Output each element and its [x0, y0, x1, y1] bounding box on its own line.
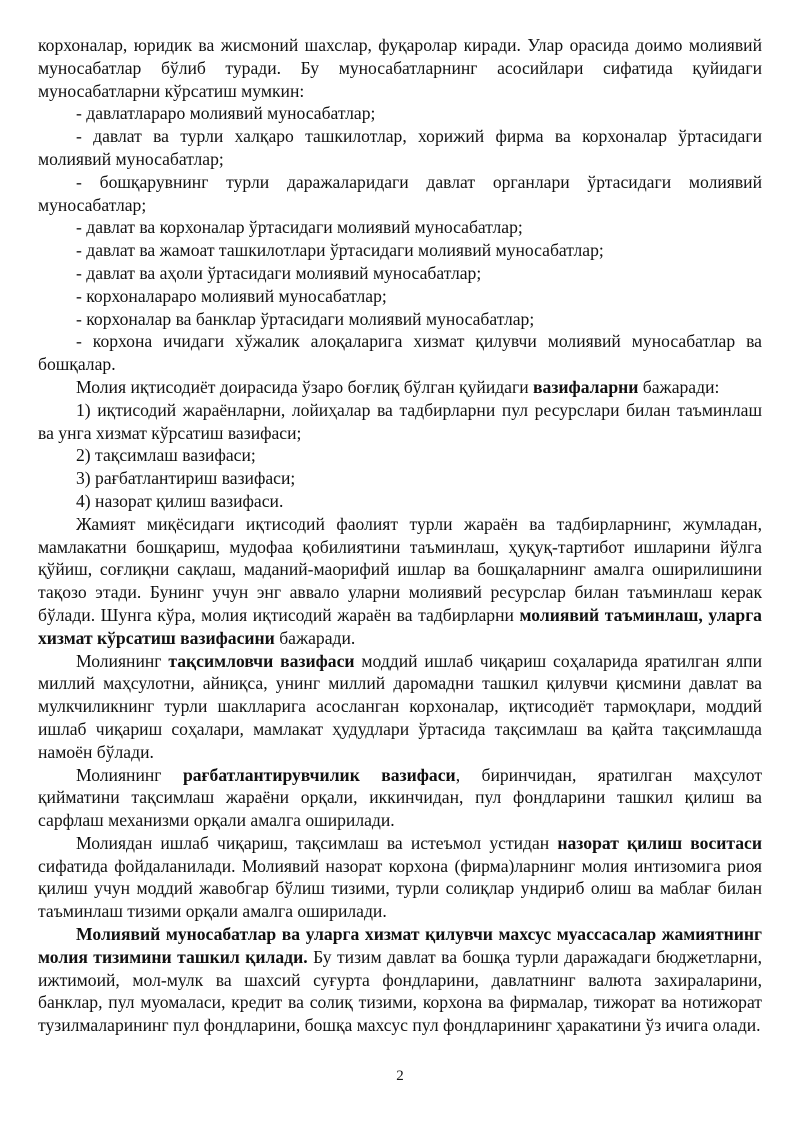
text-run: , биринчидан, яратилган маҳсулот қийматини тақсимлаш жараёни орқали, иккинчидан, пул фондларини ташкил қилиш ва сарфлаш механизми орқали амалга оширилади. [38, 764, 763, 831]
paragraph [38, 923, 762, 1037]
document-body [38, 34, 762, 1037]
bold-term: назорат қилиш воситаси [557, 832, 762, 853]
paragraph [38, 467, 762, 490]
paragraph [38, 330, 762, 376]
text-run: сифатида фойдаланилади. Молиявий назорат корхона (фирма)ларнинг молия интизомига риоя қилиш учун моддий жавобгар бўлиш тизими, турли солиқлар ундириб олиш ва маблағ билан таъминлаш тизими орқали амалга оширилади. [38, 855, 762, 922]
text-run: - бошқарувнинг турли даражаларидаги давлат органлари ўртасидаги молиявий муносабатлар; [38, 171, 762, 215]
page-number: 2 [396, 1068, 404, 1084]
text-run: бажаради: [638, 376, 720, 397]
paragraph [38, 444, 762, 467]
bold-term: вазифаларни [533, 376, 639, 397]
text-run: Жамият миқёсидаги иқтисодий фаолият турли жараён ва тадбирларнинг, жумладан, мамлакатни бошқариш, мудофаа қобилиятини таъминлаш, ҳуқуқ-тартибот ишларини йўлга қўйиш, соғлиқни сақлаш, маданий-маорифий ишлар ва бошқаларнинг амалга оширилишини тақозо этади. Бунинг учун энг аввало уларни молиявий ресурслар билан таъминлаш керак бўлади. Шунга кўра, молия иқтисодий жараён ва тадбирларни [38, 513, 762, 625]
paragraph [38, 102, 762, 125]
paragraph [38, 832, 762, 923]
paragraph [38, 650, 762, 764]
text-run: Молия иқтисодиёт доирасида ўзаро боғлиқ бўлган қуйидаги [76, 376, 534, 397]
paragraph [38, 239, 762, 262]
text-run: - давлат ва корхоналар ўртасидаги молиявий муносабатлар; [76, 217, 523, 238]
paragraph [38, 216, 762, 239]
text-run: 1) иқтисодий жараёнларни, лойиҳалар ва тадбирларни пул ресурслари билан таъминлаш ва унга хизмат кўрсатиш вазифаси; [38, 399, 762, 443]
text-run: 4) назорат қилиш вазифаси. [76, 490, 284, 511]
text-run: - корхоналараро молиявий муносабатлар; [76, 285, 387, 306]
paragraph [38, 262, 762, 285]
text-run: моддий ишлаб чиқариш соҳаларида яратилган ялпи миллий маҳсулотни, айниқса, унинг миллий даромадни ташкил қилувчи қисмини давлат ва мулкчиликнинг турли шаклларига асосланган корхоналар, иқтисодиёт тармоқлари, моддий ишлаб чиқариш соҳалари, мамлакат ҳудудлари ўртасида тақсимлаш ва қайта тақсимлашда намоён бўлади. [38, 650, 762, 762]
text-run: Молиянинг [76, 650, 169, 671]
bold-term: молиявий таъминлаш, уларга хизмат кўрсатиш вазифасини [38, 604, 762, 648]
text-run: корхоналар, юридик ва жисмоний шахслар, фуқаролар киради. Улар орасида доимо молиявий муносабатлар бўлиб туради. Бу муносабатларнинг асосийлари сифатида қуйидаги муносабатларни кўрсатиш мумкин: [38, 35, 762, 101]
paragraph [38, 513, 762, 650]
text-run: Молиядан ишлаб чиқариш, тақсимлаш ва истеъмол устидан [76, 832, 558, 853]
text-run: Бу тизим давлат ва бошқа турли даражадаги бюджетларни, ижтимоий, мол-мулк ва шахсий суғурта фондларини, давлатнинг валюта захираларини, банклар, пул муомаласи, кредит ва солиқ тизими, корхона ва фирмалар, тижорат ва нотижорат тузилмаларининг пул фондларини, бошқа махсус пул фондларининг ҳаракатини ўз ичига олади. [38, 946, 763, 1036]
paragraph [38, 34, 762, 102]
text-run: 2) тақсимлаш вазифаси; [76, 445, 256, 466]
text-run: бажаради. [274, 627, 356, 648]
bold-term: Молиявий муносабатлар ва уларга хизмат қилувчи махсус муассасалар жамиятнинг молия тизимини ташкил қилади. [38, 924, 762, 967]
text-run: - давлат ва турли халқаро ташкилотлар, хорижий фирма ва корхоналар ўртасидаги молиявий муносабатлар; [38, 126, 762, 169]
text-run: - давлат ва жамоат ташкилотлари ўртасидаги молиявий муносабатлар; [76, 240, 604, 261]
text-run: 3) рағбатлантириш вазифаси; [76, 468, 296, 489]
paragraph [38, 376, 762, 399]
paragraph [38, 308, 762, 331]
text-run: - корхона ичидаги хўжалик алоқаларига хизмат қилувчи молиявий муносабатлар ва бошқалар. [38, 331, 762, 375]
paragraph [38, 764, 762, 832]
paragraph [38, 171, 762, 217]
paragraph [38, 490, 762, 513]
paragraph [38, 399, 762, 445]
text-run: - корхоналар ва банклар ўртасидаги молиявий муносабатлар; [76, 308, 535, 329]
paragraph [38, 125, 762, 171]
text-run: Молиянинг [76, 764, 183, 785]
bold-term: рағбатлантирувчилик вазифаси [182, 764, 456, 785]
text-run: - давлат ва аҳоли ўртасидаги молиявий муносабатлар; [76, 262, 482, 283]
bold-term: тақсимловчи вазифаси [168, 650, 355, 671]
paragraph [38, 285, 762, 308]
text-run: - давлатлараро молиявий муносабатлар; [76, 103, 376, 124]
